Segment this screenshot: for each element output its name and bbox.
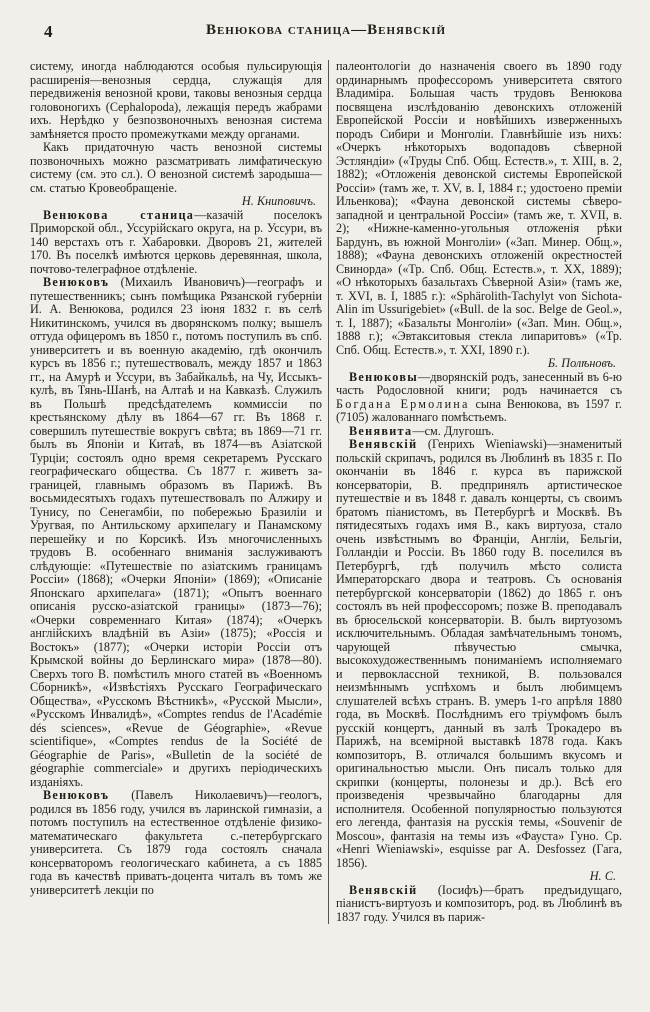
paragraph	[336, 371, 622, 425]
paragraph	[336, 884, 622, 925]
paragraph-text: (Павелъ Николаевичъ)—геологъ, родился въ 1856 году, учился въ ларинской гимназіи, а потомъ поступилъ на естественное отдѣленіе физико-математическаго факультета с.-петербургскаго университета. Съ 1879 года состоялъ сначала консерваторомъ геологическаго кабинета, а съ 1885 года въ качествѣ приватъ-доцента читалъ въ томъ же университетѣ лекціи по	[30, 788, 322, 897]
paragraph-text: (Іосифъ)—братъ предъидущаго, піанистъ-виртуозъ и композиторъ, род. въ Люблинѣ въ 1837 году. Учился въ париж-	[336, 882, 622, 924]
paragraph	[30, 209, 322, 277]
paragraph-text: —см. Длугошъ.	[412, 423, 495, 438]
author-signature: Н. С.	[589, 869, 616, 883]
entry-term: Венявскій	[349, 437, 418, 451]
entry-term: Венявита	[349, 423, 413, 438]
paragraph	[336, 438, 622, 870]
entry-term: Венюкова станица	[43, 207, 195, 222]
paragraph-text: сына Венюкова, въ 1597 г. (7105) жалованнаго помѣстьемъ.	[336, 396, 622, 424]
paragraph	[336, 60, 622, 357]
paragraph	[30, 276, 322, 789]
paragraph-text: палеонтологіи до назначенія своего въ 1890 году ординарнымъ профессоромъ университета святого Владиміра. Большая часть трудовъ Венюкова посвящена изслѣдованію девонскихъ отложеній Европейской Россіи и новѣйшихъ изверженныхъ породъ Сибири и Монголіи. Главнѣйшіе изъ нихъ: «Очеркъ нѣкоторыхъ водопадовъ сѣверной Эстляндіи» («Труды Спб. Общ. Естеств.», т. XIII, в. 2, 1882); «Отложенія девонской системы Европейской Россіи» (тамъ же, т. XV, в. I, 1884 г.; удостоено преміи Ильенкова); «Фауна девонской системы сѣверо-западной и центральной Россіи» (тамъ же, т. XVII, в. 2); «Нижне-каменно-угольныя отложенія рѣки Бардунъ, въ южной Монголіи» («Зап. Минер. Общ.», 1888); «Фауна девонскихъ отложеній окрестностей Свинорда» («Тр. Спб. Общ. Естеств.», т. XX, 1889); «О нѣкоторыхъ базальтахъ Сѣверной Азіи» (тамъ же, т. XVI, в. I, 1885 г.): «Sphärolith-Tachylyt von Sichota-Alin im Ussurigebiet» («Bull. de la soc. Belge de Geol.», т. I, 1887); «Базальты Монголіи» («Зап. Мин. Общ.», 1888 г.); «Эвтакситовыя стекла липаритовъ» («Тр. Спб. Общ. Естеств.», т. XXI, 1890 г.).	[336, 59, 622, 357]
paragraph-text: —дворянскій родъ, занесенный въ 6-ю часть Родословной книги; родъ начинается съ	[336, 369, 622, 397]
paragraph	[30, 141, 322, 195]
paragraph-text: систему, иногда наблюдаются особыя пульсирующія расширенія—венозныя сердца, служащія для передвиженія венозной крови, таковы венозныя сердца головоногихъ (Cephalopoda), лежащія передъ жабрами ихъ. Нерѣдко у безпозвоночныхъ венозная система замѣняется просто промежутками между органами.	[30, 59, 322, 141]
page-title: Венюкова станица—Венявскій	[205, 22, 447, 38]
author-signature: Н. Книповичъ.	[241, 194, 316, 208]
paragraph-text: Какъ придаточную часть венозной системы позвоночныхъ можно разсматривать лимфатическую систему (см. это сл.). О венозной системѣ зародыша—см. статью Кровеобращеніе.	[30, 140, 322, 195]
page-header	[30, 22, 622, 46]
paragraph	[30, 60, 322, 141]
entry-term: Венюковъ	[43, 788, 110, 802]
paragraph-text: —казачій поселокъ Приморской обл., Уссурійскаго округа, на р. Уссури, въ 140 верстахъ отъ г. Хабаровки. Дворовъ 21, жителей 170. Въ поселкѣ имѣются церковь деревянная, школа, почтово-телеграфное отдѣленіе.	[30, 207, 322, 276]
text-columns	[30, 60, 622, 924]
entry-term: Венюковъ	[43, 275, 110, 289]
paragraph-text: (Генрихъ Wieniawski)—знаменитый польскій скрипачъ, родился въ Люблинѣ въ 1835 г. По окончаніи въ 1846 г. курса въ парижской консерваторіи, В. предпринялъ артистическое путешествіе и въ 1848 г. давалъ концерты, съ своимъ братомъ піанистомъ, въ Петербургѣ и Москвѣ. Въ пятидесятыхъ годахъ имя В., какъ виртуоза, стало очень извѣстнымъ во Франціи, Англіи, Бельгіи, Голландіи и Россіи. Въ 1860 году В. поселился въ Петербургѣ, гдѣ получилъ мѣсто солиста Императорскаго двора и театровъ. Съ основанія петербургской консерваторіи (1862) до 1865 г. онъ состоялъ въ ней профессоромъ; позже В. преподавалъ въ брюсельской консерваторіи. В. былъ виртуозомъ исключительнымъ. Обладая замѣчательнымъ тономъ, чарующей пѣвучестью смычка, высокохудожественнымъ пониманіемъ исполняемаго и первоклассной техникой, В. пользовался неизмѣннымъ успѣхомъ и былъ любимцемъ слушателей всѣхъ странъ. В. умеръ 1-го апрѣля 1880 года, въ Москвѣ. Послѣднимъ его тріумфомъ былъ русскій концертъ, данный въ залѣ Трокадеро въ Парижѣ, на всемірной выставкѣ 1878 года. Какъ композиторъ, В. отличался большимъ вкусомъ и оригинальностью мысли. Онъ писалъ только для скрипки (концерты, полонезы и др.). Всѣ его произведенія чрезвычайно благодарны для исполнителя. Особенной популярностью пользуются его легенда, фантазія на русскія темы, «Souvenir de Moscou», фантазія на темы изъ «Фауста» Гуно. Ср. «Henri Wieniawski», esquisse par A. Desfossez (Гага, 1856).	[336, 437, 622, 870]
entry-term: Венюковы	[349, 369, 419, 384]
paragraph	[30, 789, 322, 897]
paragraph-text: Богдана Ермолина	[336, 396, 470, 411]
page-number: 4	[44, 22, 53, 41]
paragraph-text: (Михаилъ Ивановичъ)—географъ и путешественникъ; сынъ помѣщика Рязанской губерніи И. А. Венюкова, родился 23 іюня 1832 г. въ селѣ Никитинскомъ, учился въ дворянскомъ полку; вышелъ оттуда офицеромъ въ 1850 г., потомъ поступилъ въ спб. университетъ и въ военную академію, гдѣ окончилъ курсъ въ 1856 г.; путешествовалъ, между 1857 и 1863 гг., на Амурѣ и Уссури, въ Забайкальѣ, на Чу, Иссыкъ-кулѣ, въ Тянь-Шанѣ, на Алтаѣ и на Кавказѣ. Служилъ въ Польшѣ предсѣдателемъ коммиссіи по крестьянскому дѣлу въ 1864—67 гг. Въ 1868 г. совершилъ путешествіе вокругъ свѣта; въ 1869—71 гг. былъ въ Японіи и Китаѣ, въ 1874—въ Азіатской Турціи; состоялъ одно время секретаремъ Русскаго географическаго общества. Съ 1877 г. живетъ за-границей, главнымъ образомъ въ Парижѣ. Въ восьмидесятыхъ годахъ путешествовалъ по Алжиру и Тунису, по Сенегамбіи, по побережью Бразиліи и Уругвая, по Антильскому архипелагу и Панамскому перешейку и по Корсикѣ. Изъ многочисленныхъ трудовъ В. особеннаго вниманія заслуживаютъ слѣдующіе: «Путешествіе по азіатскимъ границамъ Россіи» (1868); «Очерки Японіи» (1869); «Описаніе Японскаго архипелага» (1871); «Опытъ военнаго описанія русско-азіатской границы» (1873—76); «Очерки современнаго Китая» (1874); «Очеркъ англійскихъ владѣній въ Азіи» (1875); «Россія и Востокъ» (1877); «Очерки исторіи Россіи отъ Крымской войны до Берлинскаго мира» (1878—80). Сверхъ того В. помѣстилъ много статей въ «Военномъ Сборникѣ», «Извѣстіяхъ Русскаго Географическаго Общества», «Русскомъ Вѣстникѣ», «Русской Мысли», «Русскомъ Инвалидѣ», «Comptes rendus de l'Académie dés sciences», «Revue de Géographie», «Revue scientifique», «Comptes rendus de la Société de Géographie de Paris», «Bulletin de la société de géographie commerciale» и другихъ періодическихъ изданіяхъ.	[30, 275, 322, 789]
author-signature: Б. Полѣновъ.	[547, 356, 616, 370]
paragraph	[336, 425, 622, 439]
left-column	[30, 60, 329, 924]
entry-term: Венявскій	[349, 882, 418, 897]
right-column	[329, 60, 622, 924]
